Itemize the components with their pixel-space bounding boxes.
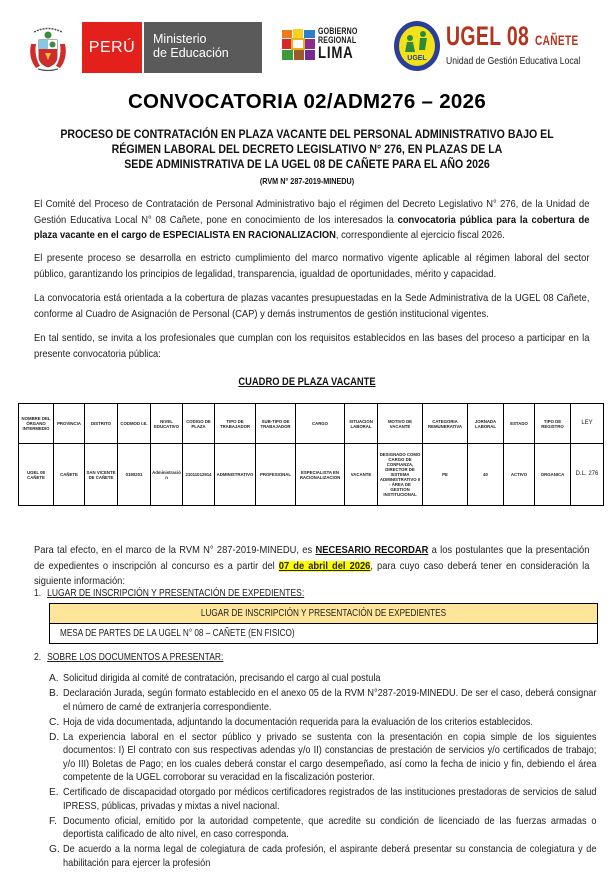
col-header-categoria: CATEGORIA REMUNERATIVA — [423, 404, 468, 444]
list-item: C. Hoja de vida documentada, adjuntando la documentación requerida para la evaluación de los criterios establecidos. — [49, 716, 533, 728]
cell-tipo-registro: ORGANICA — [535, 444, 571, 506]
plaza-table-header-row — [19, 404, 604, 444]
cell-distrito: SAN VICENTE DE CAÑETE — [85, 444, 118, 506]
cell-motivo: DESIGNADO COMO CARGO DE CONFIANZA, DIRECTOR DE SISTEMA ADMINISTRATIVO II - ÁREA DE GESTION INSTITUCIONAL — [378, 444, 423, 506]
cell-jornada: 40 — [468, 444, 504, 506]
lugar-inscripcion-table — [49, 603, 598, 644]
necesario-recordar: NECESARIO RECORDAR — [315, 545, 429, 556]
peru-coat-of-arms-icon — [28, 24, 68, 72]
cell-estado: ACTIVO — [504, 444, 535, 506]
col-header-codmod: CODMOD I.E. — [118, 404, 151, 444]
col-header-subtipo: SUB-TIPO DE TRABAJADOR — [256, 404, 296, 444]
col-header-distrito: DISTRITO — [85, 404, 118, 444]
section-1-title: 1. LUGAR DE INSCRIPCIÓN Y PRESENTACIÓN DE EXPEDIENTES: — [34, 588, 305, 599]
ministerio-educacion-logo: Ministerio de Educación — [144, 22, 262, 73]
table-row — [50, 624, 598, 644]
plaza-table-heading: CUADRO DE PLAZA VACANTE — [238, 376, 376, 388]
ugel-seal-icon — [393, 20, 441, 72]
cell-categoria: PE — [423, 444, 468, 506]
gobierno-regional-lima-icon — [281, 28, 317, 62]
paragraph-coverage: La convocatoria está orientada a la cobertura de plazas vacantes presupuestadas en la Sede Administrativa de la UGEL 08 Cañete, conforme al Cuadro de Asignación de Personal (CAP) y demás instrumentos de gestión institucional vigentes. — [34, 293, 590, 320]
col-header-motivo: MOTIVO DE VACANTE — [378, 404, 423, 444]
section-2-title: 2. SOBRE LOS DOCUMENTOS A PRESENTAR: — [34, 652, 224, 663]
col-header-organo: NOMBRE DEL ÓRGANO INTERMEDIO — [19, 404, 54, 444]
cell-nivel: Administración — [151, 444, 183, 506]
lugar-table-header: LUGAR DE INSCRIPCIÓN Y PRESENTACIÓN DE EXPEDIENTES — [50, 604, 598, 624]
cell-subtipo: PROFESIONAL — [256, 444, 296, 506]
documents-list — [49, 672, 597, 872]
col-header-nivel: NIVEL EDUCATIVO — [151, 404, 183, 444]
plaza-vacante-table — [18, 403, 604, 506]
document-title: CONVOCATORIA 02/ADM276 – 2026 — [127, 90, 487, 113]
lugar-table-value: MESA DE PARTES DE LA UGEL N° 08 – CAÑETE (EN FISICO) — [50, 624, 598, 644]
list-item: A. Solicitud dirigida al comité de contratación, precisando el cargo al cual postula — [49, 673, 381, 684]
svg-text:UGEL: UGEL — [407, 55, 427, 62]
col-header-situacion: SITUACION LABORAL — [345, 404, 378, 444]
paragraph-framework: El presente proceso se desarrolla en estricto cumplimiento del marco normativo vigente aplicable al régimen laboral del sector público, garantizando los principios de legalidad, transparencia, igualdad de oportunidades, mérito y capacidad. — [34, 253, 590, 280]
list-item: D. La experiencia laboral en el sector público y privado se sustenta con la presentación en copia simple de los siguientes documentos: I) El contrato con sus respectivas adendas y/o II) constancias de prestación de servicios y/o certificados de trabajo; y/o III) Boletas de Pago; en los cuales deberá constar el cargo desempeñado, así como la fecha de inicio y fin, debiendo el área competente de la UGEL corroborar su veracidad en la fiscalización posterior. — [49, 731, 597, 783]
col-header-codigo-plaza: CODIGO DE PLAZA — [183, 404, 215, 444]
paragraph-invitation: En tal sentido, se invita a los profesionales que cumplan con los requisitos establecidos en las bases del proceso a participar en la presente convocatoria pública: — [34, 333, 590, 360]
start-date-highlight: 07 de abril del 2026 — [278, 560, 371, 572]
cell-codigo-plaza: 21011012914 — [183, 444, 215, 506]
cell-provincia: CAÑETE — [54, 444, 85, 506]
cell-cargo: ESPECIALISTA EN RACIONALIZACION — [296, 444, 345, 506]
col-header-estado: ESTADO — [504, 404, 535, 444]
col-header-tipo-registro: TIPO DE REGISTRO — [535, 404, 571, 444]
col-header-jornada: JORNADA LABORAL — [468, 404, 504, 444]
col-header-tipo-trabajador: TIPO DE TRABAJADOR — [215, 404, 256, 444]
cell-codmod: 0190201 — [118, 444, 151, 506]
lugar-table-header-row — [50, 604, 598, 624]
paragraph-reminder: Para tal efecto, en el marco de la RVM N° 287-2019-MINEDU, es NECESARIO RECORDAR a los postulantes que la presentación de expedientes o inscripción al concurso es a partir del 07 de abril del 2026, para cuyo caso deberá tener en consideración la siguiente información: — [34, 545, 590, 587]
document-subtitle: PROCESO DE CONTRATACIÓN EN PLAZA VACANTE DEL PERSONAL ADMINISTRATIVO BAJO EL RÉGIMEN LABORAL DEL DECRETO LEGISLATIVO N° 276, EN PLAZAS DE LA SEDE ADMINISTRATIVA DE LA UGEL 08 DE CAÑETE PARA EL AÑO 2026 — [60, 127, 554, 171]
list-item: G. De acuerdo a la norma legal de colegiatura de cada profesión, el aspirante deberá presentar su constancia de colegiatura y de habilitación para ejercer la profesión — [49, 844, 597, 869]
col-header-cargo: CARGO — [296, 404, 345, 444]
ugel-08-canete-logo: UGEL 08 CAÑETE — [446, 21, 579, 51]
paragraph-intro: El Comité del Proceso de Contratación de Personal Administrativo bajo el régimen del Decreto Legislativo N° 276, de la Unidad de Gestión Educativa Local N° 08 Cañete, pone en conocimiento de los interesados la convocatoria pública para la cobertura de plaza vacante en el cargo de ESPECIALISTA EN RACIONALIZACION, correspondiente al ejercicio fiscal 2026. — [34, 199, 590, 241]
col-header-ley: LEY — [571, 404, 604, 444]
table-row — [19, 444, 604, 506]
cell-tipo-trabajador: ADMINISTRATIVO — [215, 444, 256, 506]
rvm-reference: (RVM N° 287-2019-MINEDU) — [259, 176, 355, 186]
cell-organo: UGEL 08 CAÑETE — [19, 444, 54, 506]
peru-logo: PERÚ — [82, 22, 142, 73]
gobierno-regional-lima-logo: GOBIERNO REGIONAL LIMA — [318, 26, 358, 62]
col-header-provincia: PROVINCIA — [54, 404, 85, 444]
list-item: F. Documento oficial, emitido por la autoridad competente, que acredite su condición de licenciado de las fuerzas armadas o deportista calificado de alto nivel, en caso corresponda. — [49, 815, 597, 840]
convocatoria-highlight: convocatoria pública para la cobertura de plaza vacante en el cargo de ESPECIALISTA EN RACIONALIZACION — [34, 214, 590, 241]
list-item: E. Certificado de discapacidad otorgado por médicos certificadores registrados de las instituciones prestadoras de servicios de salud IPRESS, públicas, privadas y mixtas a nivel nacional. — [49, 787, 597, 812]
cell-ley: D.L. 276 — [571, 444, 604, 506]
cell-situacion: VACANTE — [345, 444, 378, 506]
header-logos — [0, 18, 614, 84]
ugel-subtitle: Unidad de Gestión Educativa Local — [446, 56, 581, 67]
list-item: B. Declaración Jurada, según formato establecido en el anexo 05 de la RVM N°287-2019-MINEDU. De ser el caso, deberá consignar el número de carné de extranjería correspondiente. — [49, 688, 597, 713]
